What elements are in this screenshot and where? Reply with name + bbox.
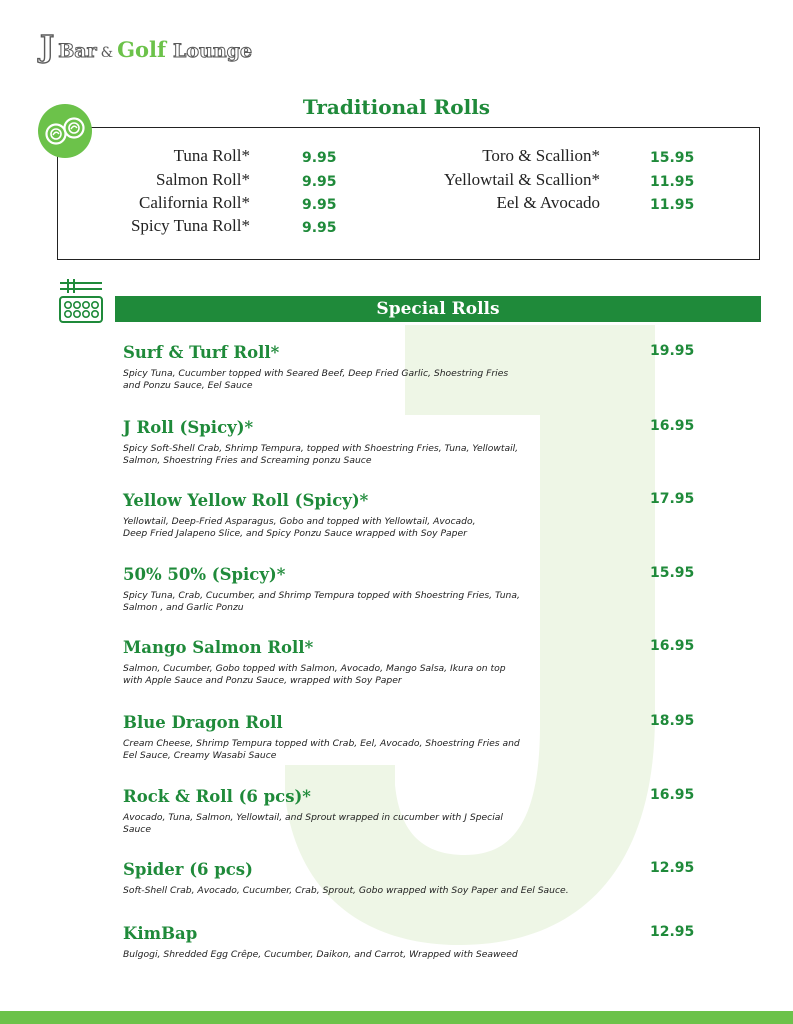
menu-item-description: Bulgogi, Shredded Egg Crêpe, Cucumber, Daikon, and Carrot, Wrapped with Seaweed [123,949,518,960]
menu-item-name: Spider (6 pcs) [123,860,253,879]
menu-item-price: 19.95 [650,343,695,359]
trad-item-price: 15.95 [650,150,695,166]
menu-item [123,923,763,961]
trad-item-name: Yellowtail & Scallion* [444,170,600,189]
menu-item-name: Rock & Roll (6 pcs)* [123,787,311,806]
menu-item-description: Spicy Soft-Shell Crab, Shrimp Tempura, topped with Shoestring Fries, Tuna, Yellowtail, Salmon, Shoestring Fries and Screaming ponzu Sauce [123,443,519,466]
menu-item-name: Mango Salmon Roll* [123,638,314,657]
trad-item-price: 9.95 [302,220,337,236]
menu-item [123,712,763,761]
special-rolls-header [115,296,761,322]
trad-item-name: California Roll* [139,193,250,212]
logo-golf: Golf [117,37,167,62]
menu-item-name: 50% 50% (Spicy)* [123,565,286,584]
menu-item-description: Yellowtail, Deep-Fried Asparagus, Gobo and topped with Yellowtail, Avocado, Deep Fried Jalapeno Slice, and Spicy Ponzu Sauce wrapped with Soy Paper [123,516,476,539]
menu-item [123,786,763,835]
trad-item-name: Toro & Scallion* [482,146,600,165]
menu-item-price: 16.95 [650,418,695,434]
watermark-j [285,295,665,955]
logo-j: J [40,30,56,65]
menu-item-description: Cream Cheese, Shrimp Tempura topped with Crab, Eel, Avocado, Shoestring Fries and Eel Sauce, Creamy Wasabi Sauce [123,738,520,761]
trad-item-price: 11.95 [650,197,695,213]
trad-item-name: Eel & Avocado [496,193,600,212]
menu-item [123,342,763,391]
special-rolls-title: Special Rolls [376,299,500,319]
menu-item-price: 12.95 [650,860,695,876]
trad-item-price: 11.95 [650,174,695,190]
menu-item-price: 18.95 [650,713,695,729]
logo-bar: Bar [58,40,97,62]
menu-item [123,859,763,897]
menu-item [123,564,763,613]
traditional-rolls-title: Traditional Rolls [302,95,491,119]
trad-item-price: 9.95 [302,174,337,190]
menu-item-name: Yellow Yellow Roll (Spicy)* [123,491,369,510]
menu-item-price: 12.95 [650,924,695,940]
menu-item [123,637,763,686]
sushi-rolls-chopsticks-icon [58,276,104,324]
sushi-plate-icon [38,104,92,158]
menu-item-description: Salmon, Cucumber, Gobo topped with Salmon, Avocado, Mango Salsa, Ikura on top with Apple Sauce and Ponzu Sauce, wrapped with Soy Paper [123,663,506,686]
trad-item-name: Tuna Roll* [173,146,250,165]
menu-item-price: 16.95 [650,787,695,803]
menu-item-name: Surf & Turf Roll* [123,343,280,362]
menu-item [123,417,763,466]
brand-logo [40,30,252,64]
menu-item-name: J Roll (Spicy)* [123,418,254,437]
trad-item-name: Spicy Tuna Roll* [130,216,250,235]
menu-item-price: 15.95 [650,565,695,581]
menu-item-price: 16.95 [650,638,695,654]
menu-item-description: Spicy Tuna, Cucumber topped with Seared Beef, Deep Fried Garlic, Shoestring Fries and Ponzu Sauce, Eel Sauce [123,368,509,391]
menu-item-description: Soft-Shell Crab, Avocado, Cucumber, Crab, Sprout, Gobo wrapped with Soy Paper and Eel Sauce. [123,885,569,896]
footer-bar [0,1011,793,1024]
trad-item-price: 9.95 [302,197,337,213]
menu-item-price: 17.95 [650,491,695,507]
trad-item-price: 9.95 [302,150,337,166]
menu-item-description: Spicy Tuna, Crab, Cucumber, and Shrimp Tempura topped with Shoestring Fries, Tuna, Salmon , and Garlic Ponzu [123,590,520,613]
menu-item [123,490,763,539]
menu-item-name: Blue Dragon Roll [123,713,283,732]
logo-amp: & [100,45,114,61]
menu-item-description: Avocado, Tuna, Salmon, Yellowtail, and Sprout wrapped in cucumber with J Special Sauce [123,812,503,835]
logo-lounge: Lounge [173,40,253,62]
trad-item-name: Salmon Roll* [156,170,250,189]
menu-item-name: KimBap [123,924,198,943]
